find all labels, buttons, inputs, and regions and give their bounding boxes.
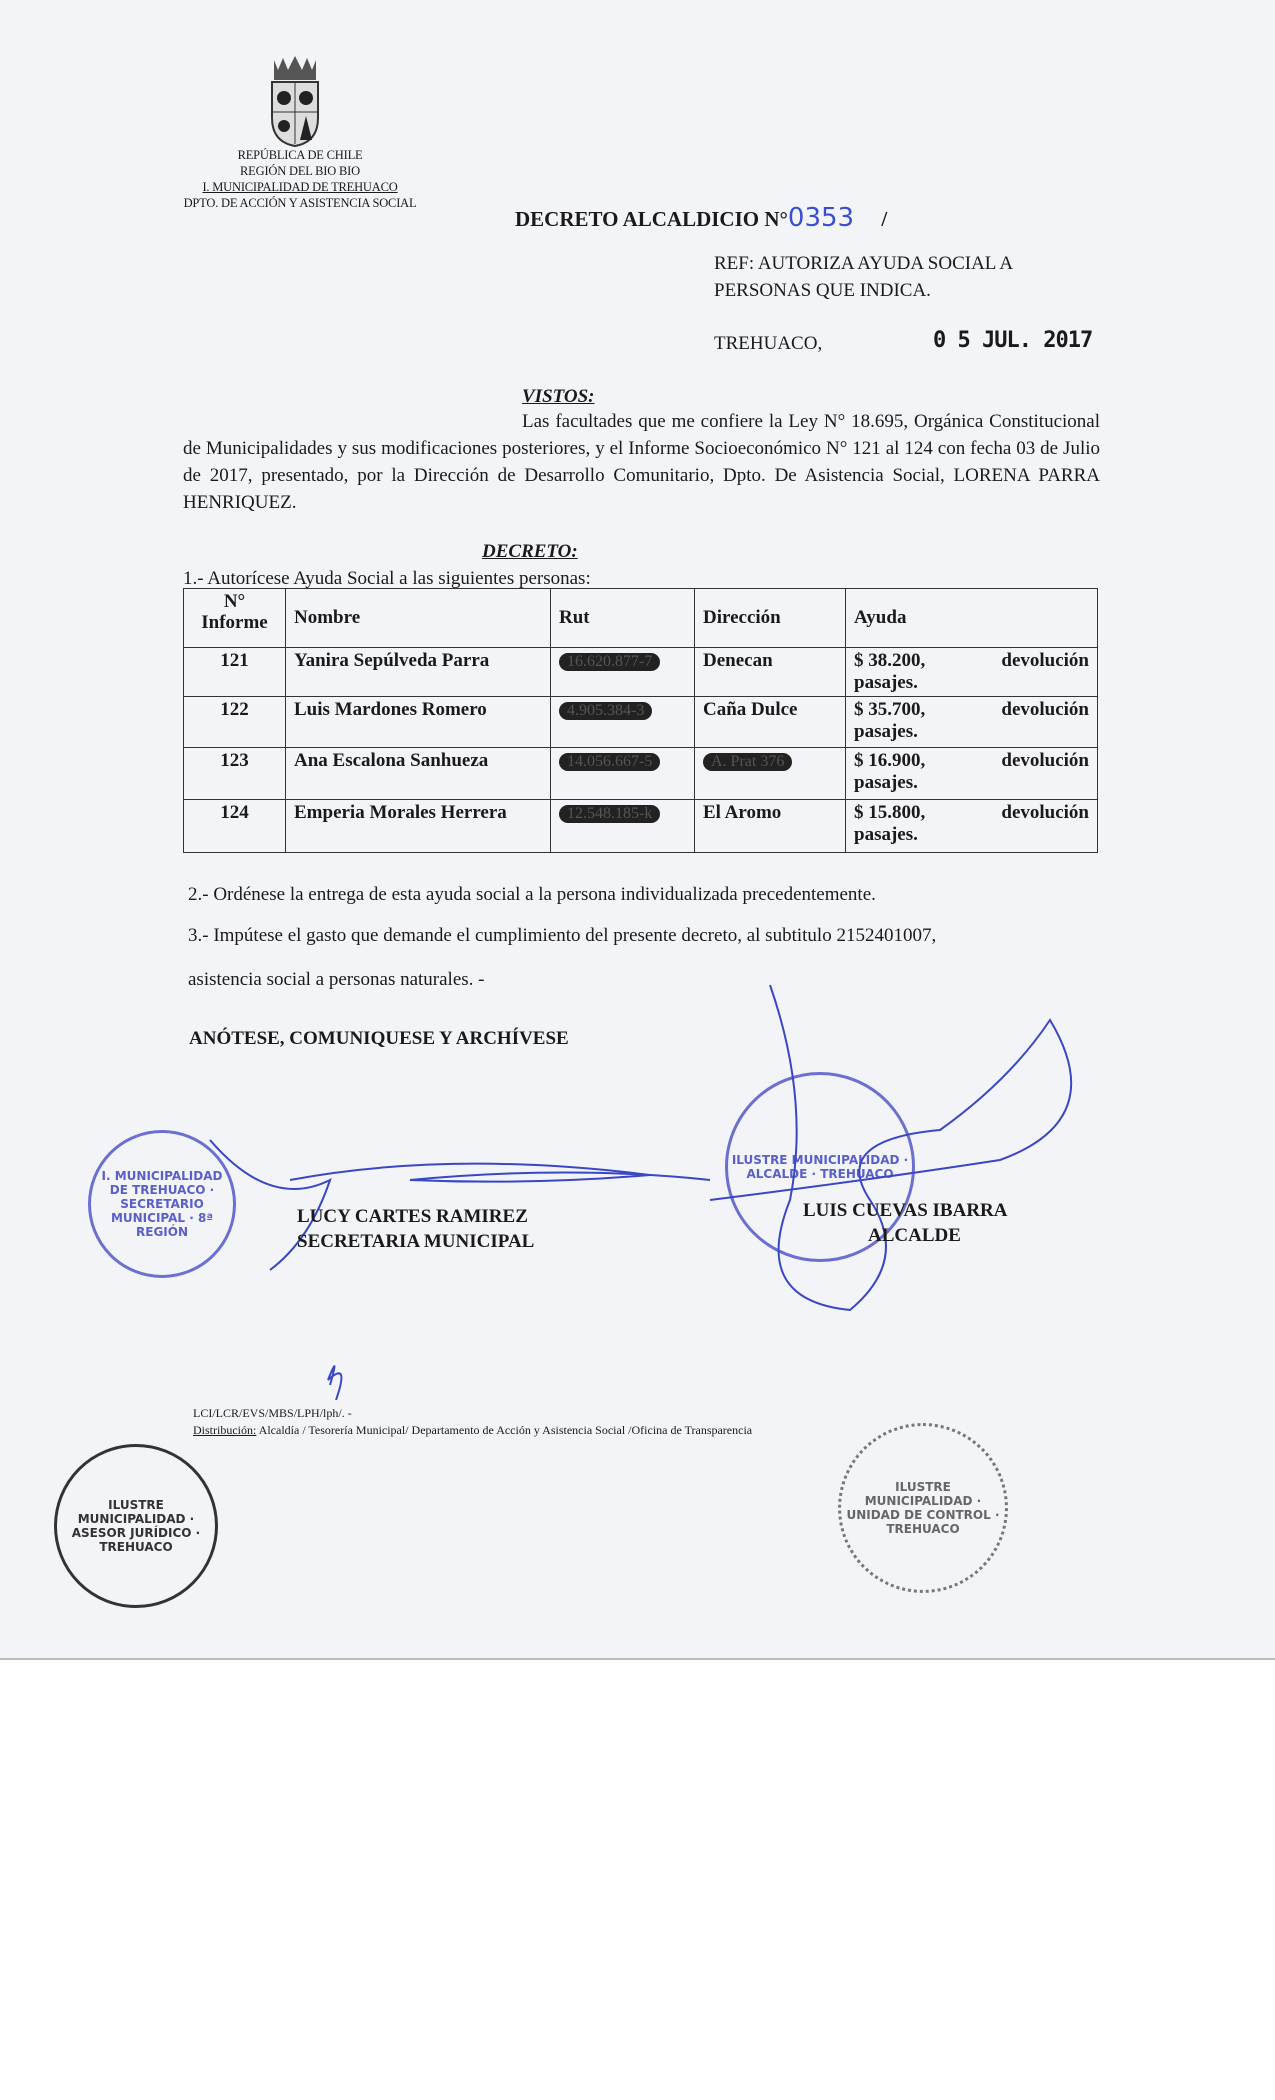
redacted-direccion: A. Prat 376	[703, 753, 792, 771]
ayuda-desc2: pasajes.	[854, 772, 918, 793]
municipal-coat-of-arms-logo	[268, 56, 322, 148]
beneficiaries-table	[183, 588, 1098, 853]
initials-line: LCI/LCR/EVS/MBS/LPH/lph/. -	[193, 1406, 352, 1420]
mayor-role: ALCALDE	[868, 1225, 961, 1246]
vistos-paragraph: Las facultades que me confiere la Ley N° 18.695, Orgánica Constitucional de Municipalidades y sus modificaciones posteriores, y el Informe Socioeconómico N° 121 al 124 con fecha 03 de Julio de 2017, presentado, por la Dirección de Desarrollo Comunitario, Dpto. De Asistencia Social, LORENA PARRA HENRIQUEZ.	[183, 411, 1100, 513]
item-2: 2.- Ordénese la entrega de esta ayuda social a la persona individualizada precedentemente.	[188, 884, 876, 905]
ayuda-desc2: pasajes.	[854, 672, 918, 693]
cell-direccion: Denecan	[695, 648, 846, 697]
redacted-rut: 16.620.877-7	[559, 653, 660, 671]
cell-n: 121	[184, 648, 286, 697]
cell-n: 123	[184, 748, 286, 800]
item-1: 1.- Autorícese Ayuda Social a las siguientes personas:	[183, 568, 591, 589]
redacted-rut: 14.056.667-5	[559, 753, 660, 771]
header-n-informe: N° Informe	[184, 589, 286, 648]
ayuda-desc2: pasajes.	[854, 721, 918, 742]
vistos-heading: VISTOS:	[522, 386, 595, 407]
ref-line: PERSONAS QUE INDICA.	[714, 280, 931, 301]
table-row	[184, 748, 1098, 800]
place: TREHUACO,	[714, 333, 823, 354]
cell-nombre: Yanira Sepúlveda Parra	[286, 648, 551, 697]
closing-formula: ANÓTESE, COMUNIQUESE Y ARCHÍVESE	[189, 1028, 569, 1049]
date-stamp: 0 5 JUL. 2017	[933, 328, 1093, 353]
secretary-role: SECRETARIA MUNICIPAL	[297, 1231, 535, 1252]
table-row	[184, 697, 1098, 748]
header-direccion: Dirección	[695, 589, 846, 648]
cell-n: 124	[184, 800, 286, 853]
item-3-continued: asistencia social a personas naturales. -	[188, 969, 485, 990]
cell-direccion: El Aromo	[695, 800, 846, 853]
decree-title	[515, 203, 887, 233]
cell-direccion: Caña Dulce	[695, 697, 846, 748]
decreto-heading: DECRETO:	[482, 541, 578, 562]
ayuda-amount: $ 38.200,	[854, 650, 926, 671]
distribution-line	[193, 1423, 752, 1438]
cell-ayuda	[846, 800, 1098, 853]
handwritten-signatures	[150, 980, 1100, 1400]
mayor-name: LUIS CUEVAS IBARRA	[803, 1200, 1008, 1221]
header-nombre: Nombre	[286, 589, 551, 648]
cell-nombre: Emperia Morales Herrera	[286, 800, 551, 853]
cell-ayuda	[846, 748, 1098, 800]
ayuda-amount: $ 35.700,	[854, 699, 926, 720]
redacted-rut: 4.905.384-3	[559, 702, 652, 720]
cell-nombre: Luis Mardones Romero	[286, 697, 551, 748]
control-unit-stamp	[838, 1423, 1008, 1593]
decree-slash: /	[881, 207, 888, 231]
cell-ayuda	[846, 697, 1098, 748]
stamp-text: ILUSTRE MUNICIPALIDAD · ALCALDE · TREHUACO	[731, 1153, 909, 1181]
decree-number-handwritten: 0353	[787, 203, 855, 233]
legal-advisor-stamp	[54, 1444, 218, 1608]
item-3: 3.- Impútese el gasto que demande el cumplimiento del presente decreto, al subtitulo 2152401007,	[188, 925, 937, 946]
table-header-row	[184, 589, 1098, 648]
stamp-text: ILUSTRE MUNICIPALIDAD · UNIDAD DE CONTROL · TREHUACO	[846, 1480, 1000, 1536]
cell-nombre: Ana Escalona Sanhueza	[286, 748, 551, 800]
redacted-rut: 12.548.185-k	[559, 805, 660, 823]
decree-title-text: DECRETO ALCALDICIO N°	[515, 207, 788, 231]
table-row	[184, 648, 1098, 697]
header-rut: Rut	[551, 589, 695, 648]
ayuda-desc2: pasajes.	[854, 824, 918, 845]
stamp-text: ILUSTRE MUNICIPALIDAD · ASESOR JURÍDICO · TREHUACO	[71, 1498, 201, 1554]
distribution-text: Alcaldía / Tesorería Municipal/ Departamento de Acción y Asistencia Social /Oficina de Transparencia	[256, 1423, 753, 1437]
letterhead-line: DPTO. DE ACCIÓN Y ASISTENCIA SOCIAL	[183, 196, 417, 210]
stamp-text: I. MUNICIPALIDAD DE TREHUACO · SECRETARIO MUNICIPAL · 8ª REGIÓN	[101, 1169, 223, 1239]
ayuda-desc: devolución	[1001, 802, 1089, 823]
cell-ayuda	[846, 648, 1098, 697]
ayuda-amount: $ 16.900,	[854, 750, 926, 771]
table-row	[184, 800, 1098, 853]
ref-line: REF: AUTORIZA AYUDA SOCIAL A	[714, 253, 1014, 274]
ayuda-desc: devolución	[1001, 699, 1089, 720]
letterhead	[170, 147, 430, 211]
letterhead-line: REPÚBLICA DE CHILE	[237, 148, 363, 162]
letterhead-line: REGIÓN DEL BIO BIO	[240, 164, 360, 178]
ayuda-desc: devolución	[1001, 750, 1089, 771]
secretary-name: LUCY CARTES RAMIREZ	[297, 1206, 528, 1227]
header-ayuda: Ayuda	[846, 589, 1098, 648]
ayuda-amount: $ 15.800,	[854, 802, 926, 823]
ayuda-desc: devolución	[1001, 650, 1089, 671]
cell-n: 122	[184, 697, 286, 748]
letterhead-line: I. MUNICIPALIDAD DE TREHUACO	[202, 180, 398, 194]
distribution-label: Distribución:	[193, 1423, 257, 1437]
